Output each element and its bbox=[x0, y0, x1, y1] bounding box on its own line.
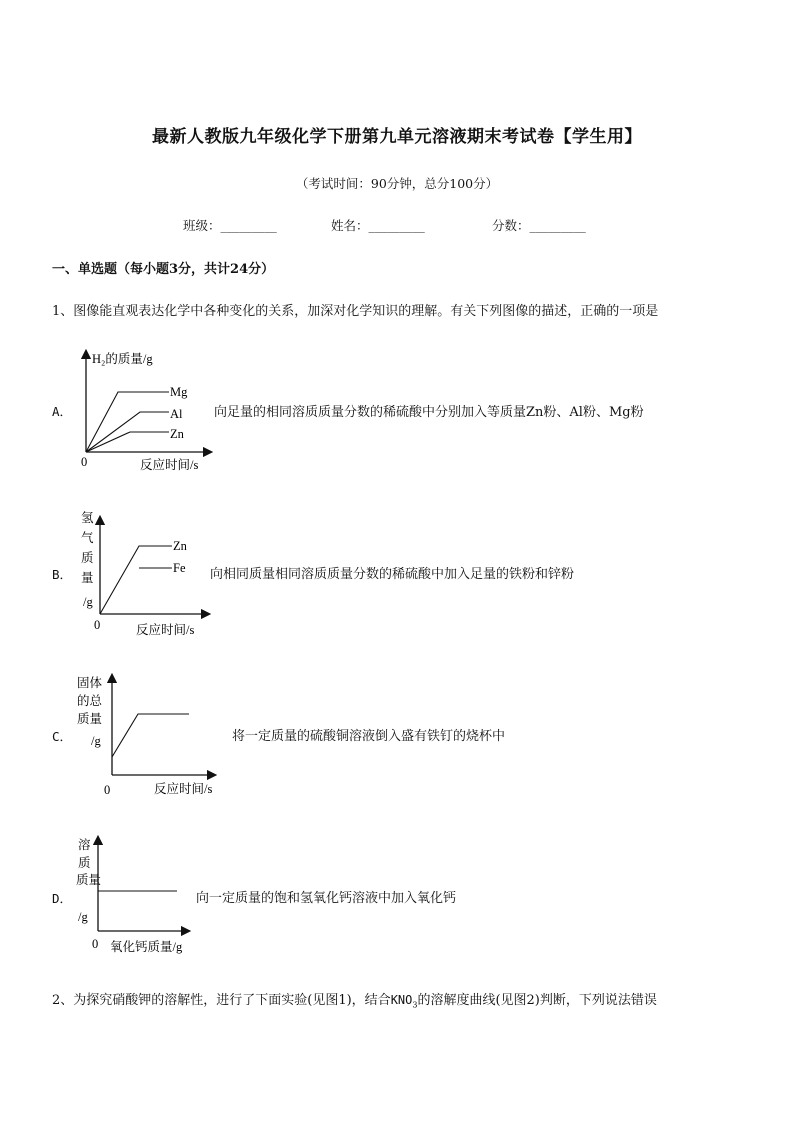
question-2-stem-prefix: 2、为探究硝酸钾的溶解性，进行了下面实验(见图1)，结合 bbox=[52, 993, 391, 1008]
option-d-description: 向一定质量的饱和氢氧化钙溶液中加入氧化钙 bbox=[196, 891, 457, 906]
option-b-letter: B． bbox=[52, 567, 73, 582]
series-label-al: Al bbox=[170, 407, 183, 421]
class-field-label: 班级：_________ bbox=[183, 218, 277, 233]
option-b-graph bbox=[76, 506, 212, 642]
x-axis-label: 反应时间/s bbox=[140, 458, 199, 472]
option-c-letter: C． bbox=[52, 729, 73, 744]
option-a-letter: A． bbox=[52, 404, 73, 419]
option-c-graph bbox=[74, 672, 230, 800]
option-b-description: 向相同质量相同溶质质量分数的稀硫酸中加入足量的铁粉和锌粉 bbox=[210, 567, 575, 582]
page-title: 最新人教版九年级化学下册第九单元溶液期末考试卷【学生用】 bbox=[152, 127, 642, 147]
series-zn-line bbox=[100, 546, 172, 614]
x-axis-label: 反应时间/s bbox=[154, 782, 213, 796]
y-axis-label-line-2: 质 bbox=[78, 856, 91, 870]
option-c-description: 将一定质量的硫酸铜溶液倒入盛有铁钉的烧杯中 bbox=[232, 729, 506, 744]
question-2-stem-suffix: 的溶解度曲线(见图2)判断，下列说法错误 bbox=[417, 993, 657, 1008]
origin-label: 0 bbox=[104, 783, 111, 797]
x-axis-label: 氧化钙质量/g bbox=[110, 940, 183, 954]
name-field-label: 姓名：_________ bbox=[331, 218, 425, 233]
y-axis-label-unit: /g bbox=[78, 910, 88, 924]
formula-kno3: KNO bbox=[390, 993, 413, 1007]
y-axis-label: H₂的质量/g bbox=[92, 352, 153, 366]
section-heading: 一、单选题（每小题3分，共计24分） bbox=[52, 262, 275, 277]
series-zn-line bbox=[86, 432, 169, 452]
curve-line bbox=[112, 714, 189, 757]
origin-label: 0 bbox=[92, 937, 99, 951]
y-axis-label-unit: /g bbox=[83, 595, 93, 609]
y-axis-label-line-3: 质量 bbox=[77, 712, 103, 726]
y-axis-label-line-2: 的总 bbox=[77, 694, 103, 708]
formula-kno3-subscript: 3 bbox=[412, 1000, 418, 1010]
series-label-mg: Mg bbox=[170, 385, 188, 399]
y-axis-label-line-1: 固体 bbox=[77, 676, 103, 690]
y-axis-label-char-2: 气 bbox=[81, 531, 94, 545]
y-axis-label-char-3: 质 bbox=[81, 551, 94, 565]
x-axis-label: 反应时间/s bbox=[136, 623, 195, 637]
series-label-zn: Zn bbox=[173, 539, 187, 553]
question-2-stem bbox=[52, 989, 657, 1010]
origin-label: 0 bbox=[81, 455, 88, 469]
origin-label: 0 bbox=[94, 618, 101, 632]
y-axis-label-char-1: 氢 bbox=[81, 511, 94, 525]
question-1-stem: 1、图像能直观表达化学中各种变化的关系，加深对化学知识的理解。有关下列图像的描述，正确的一项是 bbox=[52, 304, 659, 319]
option-d-graph bbox=[74, 834, 202, 958]
score-field-label: 分数：_________ bbox=[492, 218, 586, 233]
option-a-graph bbox=[74, 346, 214, 476]
series-label-fe: Fe bbox=[173, 561, 186, 575]
y-axis-label-line-1: 溶 bbox=[78, 838, 91, 852]
y-axis-label-unit: /g bbox=[91, 734, 101, 748]
option-a-description: 向足量的相同溶质质量分数的稀硫酸中分别加入等质量Zn粉、Al粉、Mg粉 bbox=[214, 405, 644, 420]
series-label-zn: Zn bbox=[170, 427, 184, 441]
option-d-letter: D． bbox=[52, 891, 73, 906]
y-axis-label-char-4: 量 bbox=[81, 571, 94, 585]
y-axis-label-line-3: 质量 bbox=[76, 873, 102, 887]
exam-info-subtitle: （考试时间：90分钟，总分100分） bbox=[295, 176, 499, 191]
